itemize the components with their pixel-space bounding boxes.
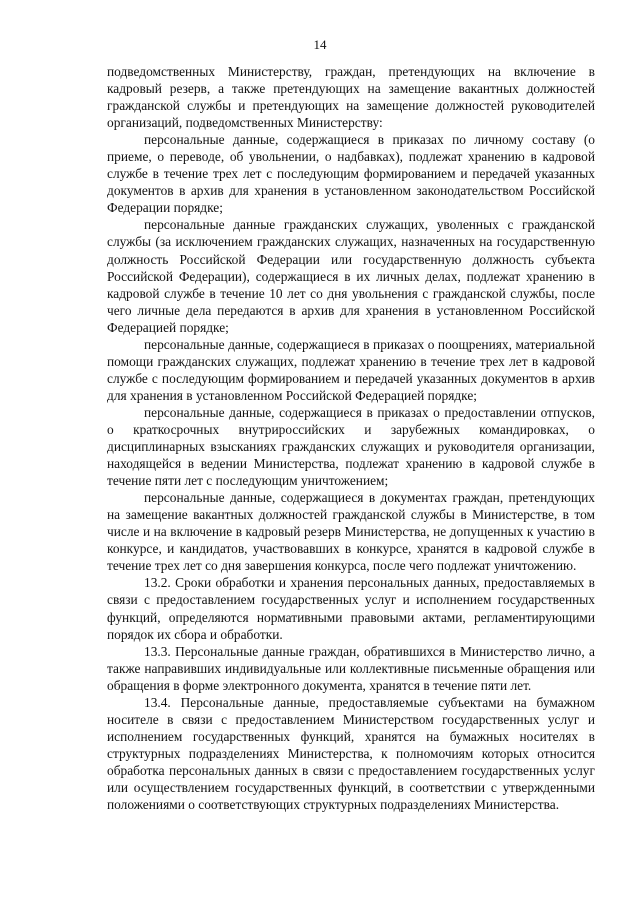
document-body [107, 63, 595, 813]
page-number: 14 [313, 37, 327, 52]
paragraph-13-4: 13.4. Персональные данные, предоставляемые субъектами на бумажном носителе в связи с предоставлением Министерством государственных услуг и исполнением государственных функций, хранятся на бумажных носителях в структурных подразделениях Министерства, к полномочиям которых относится обработка персональных данных в связи с предоставлением государственных услуг или осуществлением государственных функций, в соответствии с утвержденными положениями о соответствующих структурных подразделениях Министерства. [107, 694, 595, 813]
paragraph-candidate-documents: персональные данные, содержащиеся в документах граждан, претендующих на замещение вакантных должностей гражданской службы в Министерстве, в том числе и на включение в кадровый резерв Министерства, не допущенных к участию в конкурсе, и кандидатов, участвовавших в конкурсе, хранятся в кадровой службе в течение трех лет со дня завершения конкурса, после чего подлежат уничтожению. [107, 490, 595, 574]
paragraph-dismissed-employees: персональные данные гражданских служащих, уволенных с гражданской службы (за исключением гражданских служащих, назначенных на государственную должность Российской Федерации или государственную должность субъекта Российской Федерации), содержащиеся в их личных делах, подлежат хранению в кадровой службе в течение 10 лет со дня увольнения с гражданской службы, после чего личные дела передаются в архив для хранения в установленном Российской Федерацией порядке; [107, 217, 595, 335]
paragraph-personnel-orders: персональные данные, содержащиеся в приказах по личному составу (о приеме, о переводе, об увольнении, о надбавках), подлежат хранению в кадровой службе в течение трех лет с последующим формированием и передачей указанных документов в архив для хранения в установленном законодательством Российской Федерации порядке; [107, 132, 595, 216]
paragraph-leave-orders: персональные данные, содержащиеся в приказах о предоставлении отпусков, о краткосрочных внутрироссийских и зарубежных командировках, о дисциплинарных взысканиях гражданских служащих и руководителя организации, находящейся в ведении Министерства, подлежат хранению в кадровой службе в течение пяти лет с последующим уничтожением; [107, 404, 595, 489]
paragraph-continuation: подведомственных Министерству, граждан, претендующих на включение в кадровый резерв, а также претендующих на замещение вакантных должностей гражданской службы и претендующих на замещение должностей руководителей организаций, подведомственных Министерству: [107, 64, 595, 131]
paragraph-incentive-orders: персональные данные, содержащиеся в приказах о поощрениях, материальной помощи гражданских служащих, подлежат хранению в течение трех лет в кадровой службе с последующим формированием и передачей указанных документов в архив для хранения в установленном Российской Федерацией порядке; [107, 336, 595, 403]
paragraph-13-2: 13.2. Сроки обработки и хранения персональных данных, предоставляемых в связи с предоставлением государственных услуг и исполнением государственных функций, определяются нормативными правовыми актами, регламентирующими порядок их сбора и обработки. [107, 575, 595, 642]
paragraph-13-3: 13.3. Персональные данные граждан, обратившихся в Министерство лично, а также направивших индивидуальные или коллективные письменные обращения или обращения в форме электронного документа, хранятся в течение пяти лет. [107, 643, 595, 693]
